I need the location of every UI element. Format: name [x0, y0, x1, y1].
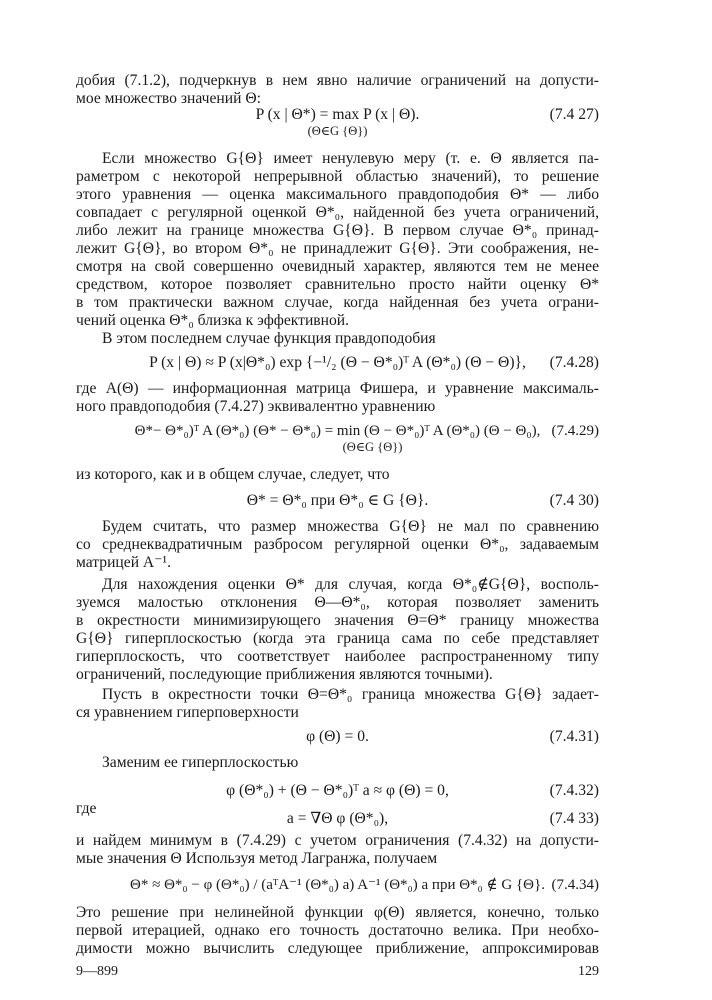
text-line: гиперплоскость, что соответствует наиболее распространенному типу	[76, 648, 599, 665]
text-line: мые значения Θ Используя метод Лагранжа, получаем	[76, 850, 438, 867]
text-line: смотря на свой совершенно очевидный характер, являются тем не менее	[76, 258, 599, 275]
text-line: добия (7.1.2), подчеркнув в нем явно наличие ограничений на допусти-	[76, 72, 599, 89]
equation-body: Θ* = Θ*₀ при Θ*₀ ∈ G {Θ}.	[246, 492, 429, 509]
text-line: где A(Θ) — информационная матрица Фишера, и уравнение максималь-	[76, 380, 599, 397]
signature-mark: 9—899	[76, 964, 118, 979]
text-line: где	[76, 800, 97, 817]
text-line: лежит G{Θ}, во втором Θ*₀ не принадлежит G{Θ}. Эти соображения, не-	[76, 240, 599, 257]
text-line: в окрестности минимизирующего значения Θ=Θ* границу множества	[76, 612, 599, 629]
equation-label: (7.4 30)	[549, 492, 599, 509]
paragraph-first-line: Заменим ее гиперплоскостью	[102, 754, 299, 771]
equation-body: Θ*− Θ*₀)ᵀ A (Θ*₀) (Θ* − Θ*₀) = min (Θ − Θ*₀)ᵀ A (Θ*₀) (Θ − Θ₀),	[134, 423, 541, 439]
text-line: из которого, как и в общем случае, следует, что	[76, 466, 390, 483]
text-line: ограничений, последующие приближения являются точными).	[76, 666, 493, 683]
equation-subscript: (Θ∈G {Θ})	[342, 440, 403, 454]
text-line: димости можно вычислить следующее приближение, аппроксимировав	[76, 940, 599, 957]
paragraph-first-line: Будем считать, что размер множества G{Θ} не мал по сравнению	[102, 518, 599, 535]
paragraph-first-line: Если множество G{Θ} имеет ненулевую меру (т. е. Θ является па-	[102, 150, 599, 167]
equation-label: (7.4.34)	[551, 877, 599, 893]
text-line: чений оценка Θ*₀ близка к эффективной.	[76, 312, 350, 329]
equation-subscript: (Θ∈G {Θ})	[307, 124, 368, 138]
equation-label: (7.4.31)	[549, 728, 599, 745]
text-line: Это решение при нелинейной функции φ(Θ) является, конечно, только	[76, 904, 599, 921]
equation-7-4-34	[76, 876, 599, 894]
equation-7-4-27	[76, 106, 599, 124]
equation-7-4-33	[76, 810, 599, 828]
equation-body: P (x | Θ*) = max P (x | Θ).	[255, 106, 420, 123]
equation-body: φ (Θ*₀) + (Θ − Θ*₀)ᵀ a ≈ φ (Θ) = 0,	[226, 782, 449, 799]
equation-body: φ (Θ) = 0.	[306, 728, 369, 745]
equation-label: (7.4 33)	[549, 810, 599, 827]
equation-7-4-29	[76, 422, 599, 440]
equation-label: (7.4.28)	[549, 354, 599, 371]
text-line: первой итерацией, однако его точность достаточно велика. При необхо-	[76, 922, 599, 939]
equation-body: a = ∇Θ φ (Θ*₀),	[286, 810, 389, 827]
text-line: зуемся малостью отклонения Θ—Θ*₀, которая позволяет заменить	[76, 594, 599, 611]
equation-7-4-30	[76, 492, 599, 510]
equation-7-4-28	[76, 354, 599, 372]
text-line: со среднеквадратичным разбросом регулярной оценки Θ*₀, задаваемым	[76, 536, 599, 553]
text-line: средством, которое позволяет сравнительно просто найти оценку Θ*	[76, 276, 599, 293]
paragraph-first-line: Пусть в окрестности точки Θ=Θ*₀ граница множества G{Θ} задает-	[102, 686, 599, 703]
equation-label: (7.4 27)	[549, 106, 599, 123]
paragraph-first-line: Для нахождения оценки Θ* для случая, когда Θ*₀∉G{Θ}, восполь-	[102, 576, 599, 593]
equation-label: (7.4.32)	[549, 782, 599, 799]
text-line: в том практически важном случае, когда найденная без учета ограни-	[76, 294, 599, 311]
text-line: либо лежит на границе множества G{Θ}. В первом случае Θ*₀ принад-	[76, 222, 599, 239]
text-line: и найдем минимум в (7.4.29) с учетом ограничения (7.4.32) на допусти-	[76, 832, 599, 849]
equation-body: Θ* ≈ Θ*₀ − φ (Θ*₀) / (aᵀA⁻¹ (Θ*₀) a) A⁻¹ (Θ*₀) a при Θ*₀ ∉ G {Θ}.	[130, 877, 545, 893]
equation-7-4-32	[76, 782, 599, 800]
page-number: 129	[578, 964, 599, 979]
equation-body: P (x | Θ) ≈ P (x|Θ*₀) exp {−¹/₂ (Θ − Θ*₀)ᵀ A (Θ*₀) (Θ − Θ)},	[149, 354, 526, 371]
text-line: мое множество значений Θ:	[76, 90, 261, 107]
text-line: раметром с некоторой непрерывной областью значений), то решение	[76, 168, 599, 185]
text-line: этого уравнения — оценка максимального правдоподобия Θ* — либо	[76, 186, 599, 203]
text-line: ся уравнением гиперповерхности	[76, 704, 299, 721]
text-line: совпадает с регулярной оценкой Θ*₀, найденной без учета ограничений,	[76, 204, 599, 221]
text-line: G{Θ} гиперплоскостью (когда эта граница сама по себе представляет	[76, 630, 599, 647]
paragraph-first-line: В этом последнем случае функция правдоподобия	[102, 330, 436, 347]
equation-label: (7.4.29)	[551, 423, 599, 439]
text-line: ного правдоподобия (7.4.27) эквивалентно уравнению	[76, 398, 436, 415]
equation-7-4-31	[76, 728, 599, 746]
text-line: матрицей A⁻¹.	[76, 554, 172, 571]
